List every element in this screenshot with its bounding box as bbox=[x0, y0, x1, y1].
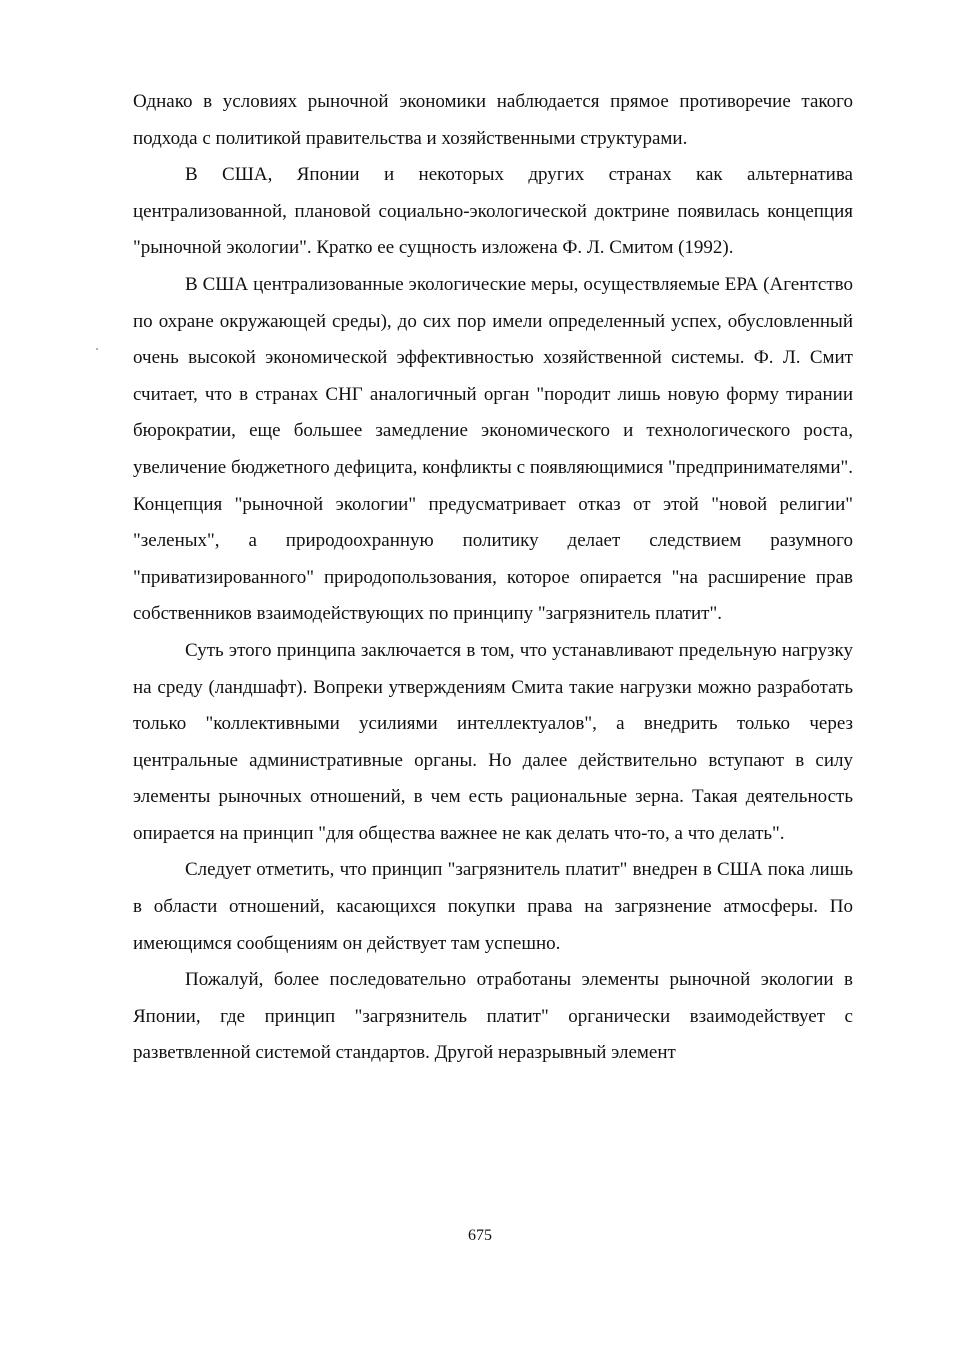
paragraph: В США, Японии и некоторых других странах как альтернатива централизованной, плановой социально-экологической доктрине появилась концепция "рыночной экологии". Кратко ее сущность изложена Ф. Л. Смитом (1992). bbox=[133, 164, 853, 259]
body-text bbox=[133, 84, 853, 1072]
scan-speck bbox=[96, 348, 98, 350]
paragraph: Пожалуй, более последовательно отработаны элементы рыночной экологии в Японии, где принцип "загрязнитель платит" органически взаимодействует с разветвленной системой стандартов. Другой неразрывный элемент bbox=[133, 969, 853, 1064]
page-number: 675 bbox=[468, 1227, 492, 1244]
paragraph: Однако в условиях рыночной экономики наблюдается прямое противоречие такого подхода с политикой правительства и хозяйственными структурами. bbox=[133, 91, 853, 149]
paragraph: Следует отметить, что принцип "загрязнитель платит" внедрен в США пока лишь в области отношений, касающихся покупки права на загрязнение атмосферы. По имеющимся сообщениям он действует там успешно. bbox=[133, 859, 853, 954]
paragraph: В США централизованные экологические меры, осуществляемые ЕРА (Агентство по охране окружающей среды), до сих пор имели определенный успех, обусловленный очень высокой экономической эффективностью хозяйственной системы. Ф. Л. Смит считает, что в странах СНГ аналогичный орган "породит лишь новую форму тирании бюрократии, еще большее замедление экономического и технологического роста, увеличение бюджетного дефицита, конфликты с появляющимися "предпринимателями". Концепция "рыночной экологии" предусматривает отказ от этой "новой религии" "зеленых", а природоохранную политику делает следствием разумного "приватизированного" природопользования, которое опирается "на расширение прав собственников взаимодействующих по принципу "загрязнитель платит". bbox=[133, 273, 853, 625]
paragraph: Суть этого принципа заключается в том, что устанавливают предельную нагрузку на среду (ландшафт). Вопреки утверждениям Смита такие нагрузки можно разработать только "коллективными усилиями интеллектуалов", а внедрить только через центральные административные органы. Но далее действительно вступают в силу элементы рыночных отношений, в чем есть рациональные зерна. Такая деятельность опирается на принцип "для общества важнее не как делать что-то, а что делать". bbox=[133, 639, 853, 844]
